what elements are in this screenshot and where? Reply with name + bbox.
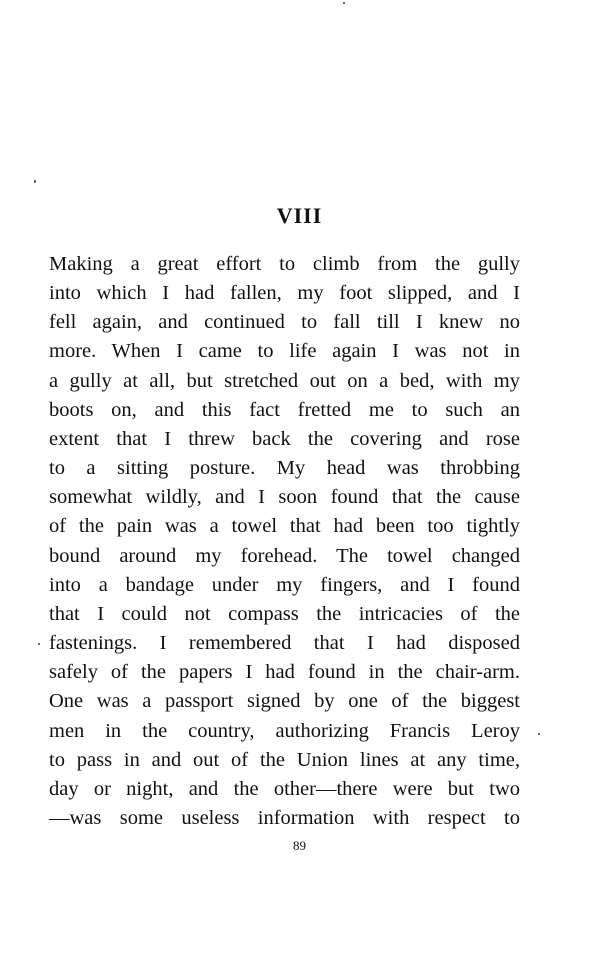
text-line: men in the country, authorizing Francis Leroy (49, 719, 520, 742)
text-line: somewhat wildly, and I soon found that the cause (49, 486, 520, 509)
text-line: boots on, and this fact fretted me to such an (49, 398, 520, 421)
text-line: Making a great effort to climb from the gully (49, 253, 520, 275)
text-line: One was a passport signed by one of the biggest (49, 690, 520, 713)
text-line: to a sitting posture. My head was throbbing (49, 457, 520, 480)
text-line: extent that I threw back the covering and rose (49, 427, 520, 450)
print-speck (538, 733, 540, 735)
text-line: safely of the papers I had found in the chair-arm. (49, 661, 520, 684)
text-line: bound around my forehead. The towel changed (49, 544, 520, 567)
text-line: —was some useless information with respect to (49, 806, 520, 829)
print-speck (34, 180, 36, 183)
chapter-heading: VIII (276, 203, 323, 228)
text-line: more. When I came to life again I was not in (49, 340, 520, 363)
page-number: 89 (293, 838, 306, 853)
print-speck (343, 2, 345, 4)
text-line: of the pain was a towel that had been too tightly (49, 515, 520, 538)
text-line: day or night, and the other—there were but two (49, 777, 520, 800)
text-line: that I could not compass the intricacies of the (49, 602, 520, 625)
text-line: a gully at all, but stretched out on a bed, with my (49, 369, 520, 392)
text-line: fell again, and continued to fall till I knew no (49, 311, 520, 334)
text-line: into which I had fallen, my foot slipped, and I (49, 282, 520, 305)
text-line: to pass in and out of the Union lines at any time, (49, 748, 520, 771)
body-text (49, 250, 520, 833)
text-line: into a bandage under my fingers, and I found (49, 573, 520, 596)
text-line: fastenings. I remembered that I had disposed (49, 632, 520, 655)
print-speck (38, 643, 40, 645)
